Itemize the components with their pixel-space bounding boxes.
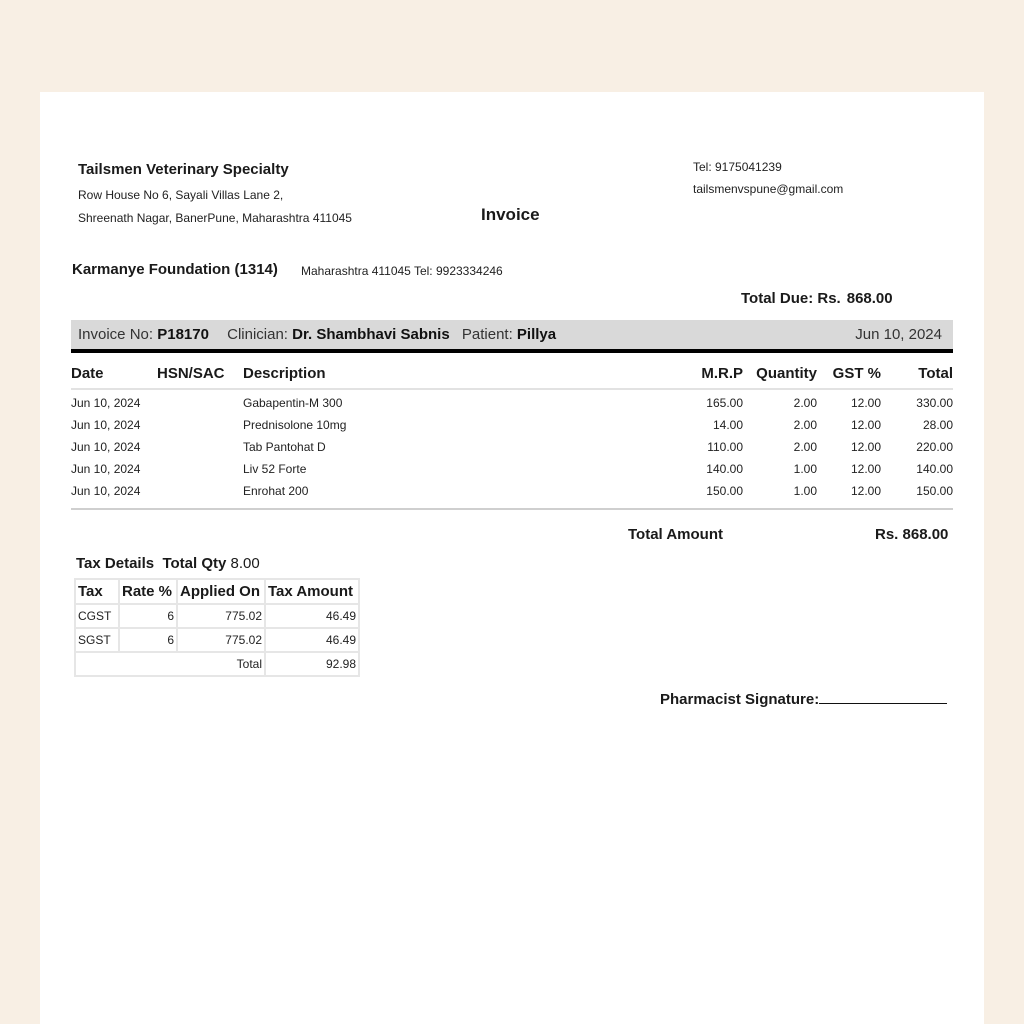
col-mrp: M.R.P xyxy=(583,364,743,389)
clinic-address-line1: Row House No 6, Sayali Villas Lane 2, xyxy=(78,188,284,202)
table-row xyxy=(71,458,953,480)
clinic-phone: Tel: 9175041239 xyxy=(693,160,782,174)
total-due xyxy=(741,290,893,307)
tax-table xyxy=(74,578,360,677)
cell-applied-on: 775.02 xyxy=(178,629,264,651)
patient-label: Patient: xyxy=(461,326,513,343)
cell-gst: 12.00 xyxy=(850,418,881,432)
tax-total-amount: 92.98 xyxy=(266,653,358,675)
document-title: Invoice xyxy=(481,205,540,224)
table-row xyxy=(71,414,953,436)
cell-mrp: 150.00 xyxy=(706,484,743,498)
cell-hsn xyxy=(157,480,243,502)
col-tax-amount: Tax Amount xyxy=(266,580,358,603)
col-total: Total xyxy=(881,364,953,389)
cell-total: 330.00 xyxy=(916,396,953,410)
clinic-email: tailsmenvspune@gmail.com xyxy=(693,182,844,196)
cell-total: 140.00 xyxy=(916,462,953,476)
cell-qty: 1.00 xyxy=(793,462,817,476)
cell-qty: 2.00 xyxy=(793,418,817,432)
client-name: Karmanye Foundation (1314) xyxy=(72,261,278,278)
cell-total: 220.00 xyxy=(916,440,953,454)
items-divider xyxy=(71,508,953,510)
cell-qty: 2.00 xyxy=(793,396,817,410)
cell-gst: 12.00 xyxy=(850,484,881,498)
cell-date: Jun 10, 2024 xyxy=(71,396,141,410)
cell-description: Gabapentin-M 300 xyxy=(243,396,343,410)
cell-gst: 12.00 xyxy=(850,396,881,410)
cell-applied-on: 775.02 xyxy=(178,605,264,627)
tax-total-label: Total xyxy=(76,653,264,675)
table-row xyxy=(71,436,953,458)
total-amount-value: Rs. 868.00 xyxy=(875,526,949,543)
total-amount-label: Total Amount xyxy=(628,526,723,543)
patient-name: Pillya xyxy=(516,326,557,343)
cell-tax-amount: 46.49 xyxy=(266,605,358,627)
tax-header-row xyxy=(76,580,358,603)
signature-label: Pharmacist Signature: xyxy=(660,691,820,708)
tax-row xyxy=(76,605,358,627)
cell-gst: 12.00 xyxy=(850,440,881,454)
cell-total: 150.00 xyxy=(916,484,953,498)
tax-total-row xyxy=(76,653,358,675)
cell-description: Enrohat 200 xyxy=(243,484,309,498)
col-date: Date xyxy=(71,364,157,389)
invoice-no-label: Invoice No: xyxy=(78,326,154,343)
cell-qty: 2.00 xyxy=(793,440,817,454)
cell-hsn xyxy=(157,414,243,436)
cell-rate: 6 xyxy=(120,629,176,651)
invoice-page xyxy=(40,92,984,1024)
cell-mrp: 140.00 xyxy=(706,462,743,476)
client-info: Maharashtra 411045 Tel: 9923334246 xyxy=(301,264,503,278)
cell-qty: 1.00 xyxy=(793,484,817,498)
total-qty-value: 8.00 xyxy=(230,555,260,572)
total-qty-label: Total Qty xyxy=(162,555,227,572)
cell-description: Liv 52 Forte xyxy=(243,462,307,476)
clinician-name: Dr. Shambhavi Sabnis xyxy=(292,326,450,343)
cell-hsn xyxy=(157,458,243,480)
cell-mrp: 110.00 xyxy=(707,440,743,454)
signature-line xyxy=(819,691,947,704)
cell-tax: CGST xyxy=(76,605,118,627)
table-row xyxy=(71,389,953,414)
col-tax: Tax xyxy=(76,580,118,603)
cell-gst: 12.00 xyxy=(850,462,881,476)
cell-tax: SGST xyxy=(76,629,118,651)
clinic-name: Tailsmen Veterinary Specialty xyxy=(78,161,289,178)
cell-tax-amount: 46.49 xyxy=(266,629,358,651)
pharmacist-signature xyxy=(660,691,947,708)
cell-date: Jun 10, 2024 xyxy=(71,440,141,454)
cell-date: Jun 10, 2024 xyxy=(71,418,141,432)
cell-hsn xyxy=(157,389,243,414)
cell-description: Tab Pantohat D xyxy=(243,440,326,454)
cell-hsn xyxy=(157,436,243,458)
invoice-number: P18170 xyxy=(157,326,209,343)
items-table xyxy=(71,364,953,502)
cell-rate: 6 xyxy=(120,605,176,627)
cell-mrp: 165.00 xyxy=(706,396,743,410)
cell-description: Prednisolone 10mg xyxy=(243,418,347,432)
tax-details-title: Tax Details xyxy=(76,555,155,572)
col-quantity: Quantity xyxy=(743,364,817,389)
col-hsn: HSN/SAC xyxy=(157,364,243,389)
tax-details-heading xyxy=(76,555,260,572)
cell-total: 28.00 xyxy=(922,418,953,432)
items-header-row xyxy=(71,364,953,389)
cell-date: Jun 10, 2024 xyxy=(71,462,141,476)
col-applied-on: Applied On xyxy=(178,580,264,603)
invoice-info-bar xyxy=(71,320,953,353)
cell-date: Jun 10, 2024 xyxy=(71,484,141,498)
col-gst: GST % xyxy=(817,364,881,389)
tax-row xyxy=(76,629,358,651)
col-rate: Rate % xyxy=(120,580,176,603)
clinic-address-line2: Shreenath Nagar, BanerPune, Maharashtra 411045 xyxy=(78,211,352,225)
clinician-label: Clinician: xyxy=(227,326,288,343)
total-due-amount: 868.00 xyxy=(846,290,893,307)
col-description: Description xyxy=(243,364,583,389)
total-due-label: Total Due: Rs. xyxy=(741,290,841,307)
cell-mrp: 14.00 xyxy=(712,418,743,432)
invoice-date: Jun 10, 2024 xyxy=(855,326,942,343)
table-row xyxy=(71,480,953,502)
